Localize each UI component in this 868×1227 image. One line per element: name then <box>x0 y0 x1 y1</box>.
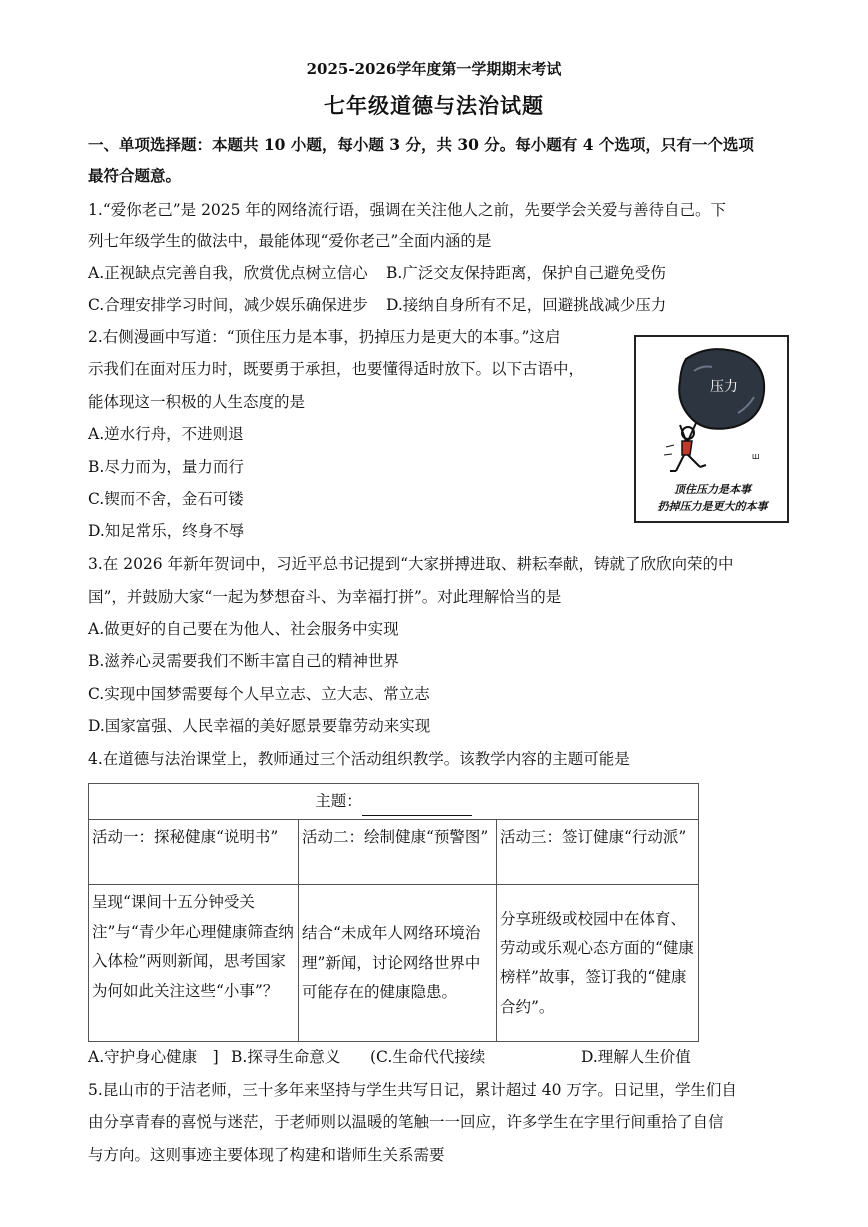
table-topic-label: 主题： <box>315 792 362 810</box>
q1-option-b: B.广泛交友保持距离，保护自己避免受伤 <box>386 264 666 282</box>
q4-option-a: A.守护身心健康 ] <box>88 1048 219 1066</box>
table-header-cell: 活动三：签订健康“行动派” <box>497 820 699 885</box>
pressure-cartoon <box>634 335 789 523</box>
q3-stem-line1: 3.在 2026 年新年贺词中，习近平总书记提到“大家拼搏进取、耕耘奉献，铸就了欣欣向荣的中 <box>88 555 734 573</box>
svg-text:Ш: Ш <box>752 453 760 461</box>
q3-stem-line2: 国”，并鼓励大家“一起为梦想奋斗、为幸福打拼”。对此理解恰当的是 <box>88 588 562 606</box>
cartoon-caption-line2: 扔掉压力是更大的本事 <box>657 500 768 513</box>
table-header-cell: 活动二：绘制健康“预警图” <box>299 820 497 885</box>
exam-title: 七年级道德与法治试题 <box>324 93 544 118</box>
q1-option-d: D.接纳自身所有不足，回避挑战减少压力 <box>386 296 667 314</box>
table-content-row <box>89 885 699 1042</box>
q4-option-d: D.理解人生价值 <box>581 1048 691 1066</box>
q2-option-b: B.尽力而为，量力而行 <box>88 458 244 476</box>
q4-option-c: (C.生命代代接续 <box>370 1048 486 1066</box>
table-content-cell: 结合“未成年人网络环境治理”新闻，讨论网络世界中可能存在的健康隐患。 <box>299 885 497 1042</box>
q2-stem-line1: 2.右侧漫画中写道：“顶住压力是本事，扔掉压力是更大的本事。”这启 <box>88 328 561 346</box>
q4-option-b: B.探寻生命意义 <box>231 1048 341 1066</box>
q5-stem-line3: 与方向。这则事迹主要体现了构建和谐师生关系需要 <box>88 1146 445 1164</box>
q5-stem-line2: 由分享青春的喜悦与迷茫，于老师则以温暖的笔触一一回应，许多学生在字里行间重拾了自信 <box>88 1113 724 1131</box>
table-topic-row <box>89 784 699 820</box>
table-header-row <box>89 820 699 885</box>
table-content-cell: 分享班级或校园中在体育、劳动或乐观心态方面的“健康榜样”故事，签订我的“健康合约”。 <box>497 885 699 1042</box>
table-header-cell: 活动一：探秘健康“说明书” <box>89 820 299 885</box>
q3-option-a: A.做更好的自己要在为他人、社会服务中实现 <box>88 620 399 638</box>
q2-stem-line3: 能体现这一积极的人生态度的是 <box>88 393 306 411</box>
section-heading-line2: 最符合题意。 <box>88 166 182 185</box>
q2-stem-line2: 示我们在面对压力时，既要勇于承担，也要懂得适时放下。以下古语中， <box>88 360 585 378</box>
q3-option-c: C.实现中国梦需要每个人早立志、立大志、常立志 <box>88 685 430 703</box>
q1-stem-line1: 1.“爱你老己”是 2025 年的网络流行语，强调在关注他人之前，先要学会关爱与善待自己。下 <box>88 201 726 219</box>
q4-stem: 4.在道德与法治课堂上，教师通过三个活动组织教学。该教学内容的主题可能是 <box>88 750 630 768</box>
q1-option-c: C.合理安排学习时间，减少娱乐确保进步 <box>88 296 368 314</box>
section-heading-line1: 一、单项选择题：本题共 10 小题，每小题 3 分，共 30 分。每小题有 4 个选项，只有一个选项 <box>88 135 754 154</box>
q1-stem-line2: 列七年级学生的做法中，最能体现“爱你老己”全面内涵的是 <box>88 232 492 250</box>
q3-option-d: D.国家富强、人民幸福的美好愿景要靠劳动来实现 <box>88 717 431 735</box>
cartoon-caption-line1: 顶住压力是本事 <box>674 483 751 496</box>
q3-option-b: B.滋养心灵需要我们不断丰富自己的精神世界 <box>88 652 399 670</box>
q2-option-d: D.知足常乐，终身不辱 <box>88 522 245 540</box>
q5-stem-line1: 5.昆山市的于洁老师，三十多年来坚持与学生共写日记，累计超过 40 万字。日记里，学生们自 <box>88 1081 737 1099</box>
exam-subtitle: 2025-2026学年度第一学期期末考试 <box>306 60 562 78</box>
q2-option-c: C.锲而不舍，金石可镂 <box>88 490 244 508</box>
q2-option-a: A.逆水行舟，不进则退 <box>88 425 244 443</box>
activity-table <box>88 783 699 1042</box>
cartoon-rock-label: 压力 <box>710 379 738 395</box>
topic-blank-line <box>362 799 472 816</box>
q1-option-a: A.正视缺点完善自我，欣赏优点树立信心 <box>88 264 368 282</box>
table-topic-cell <box>89 784 699 820</box>
table-content-cell: 呈现“课间十五分钟受关注”与“青少年心理健康筛查纳入体检”两则新闻，思考国家为何如此关注这些“小事”？ <box>89 885 299 1042</box>
